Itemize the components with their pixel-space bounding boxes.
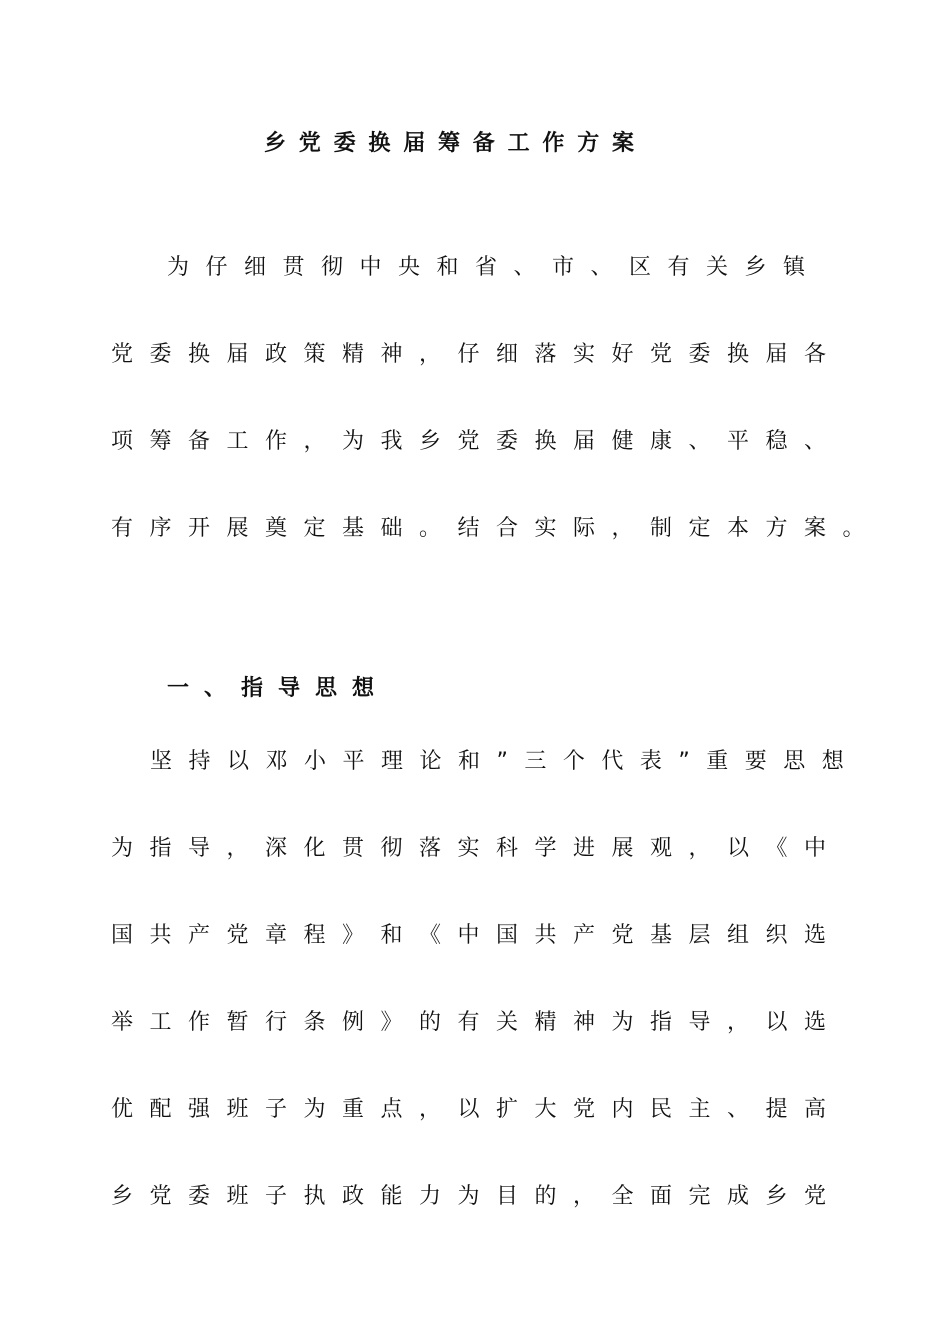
section-line-6: 乡党委班子执政能力为目的，全面完成乡党 [111,1184,843,1209]
intro-line-2: 党委换届政策精神，仔细落实好党委换届各 [111,342,843,367]
section-line-4: 举工作暂行条例》的有关精神为指导，以选 [111,1010,843,1035]
intro-line-1: 为仔细贯彻中央和省、市、区有关乡镇 [167,255,822,280]
section-line-2: 为指导，深化贯彻落实科学进展观，以《中 [111,836,843,861]
document-title: 乡党委换届筹备工作方案 [264,131,647,156]
intro-line-3: 项筹备工作，为我乡党委换届健康、平稳、 [111,429,843,454]
section-line-3: 国共产党章程》和《中国共产党基层组织选 [111,923,843,948]
section-line-1: 坚持以邓小平理论和”三个代表”重要思想 [150,749,861,774]
section-heading: 一、指导思想 [167,676,390,701]
intro-line-4: 有序开展奠定基础。结合实际，制定本方案。 [111,516,882,541]
section-line-5: 优配强班子为重点，以扩大党内民主、提高 [111,1097,843,1122]
